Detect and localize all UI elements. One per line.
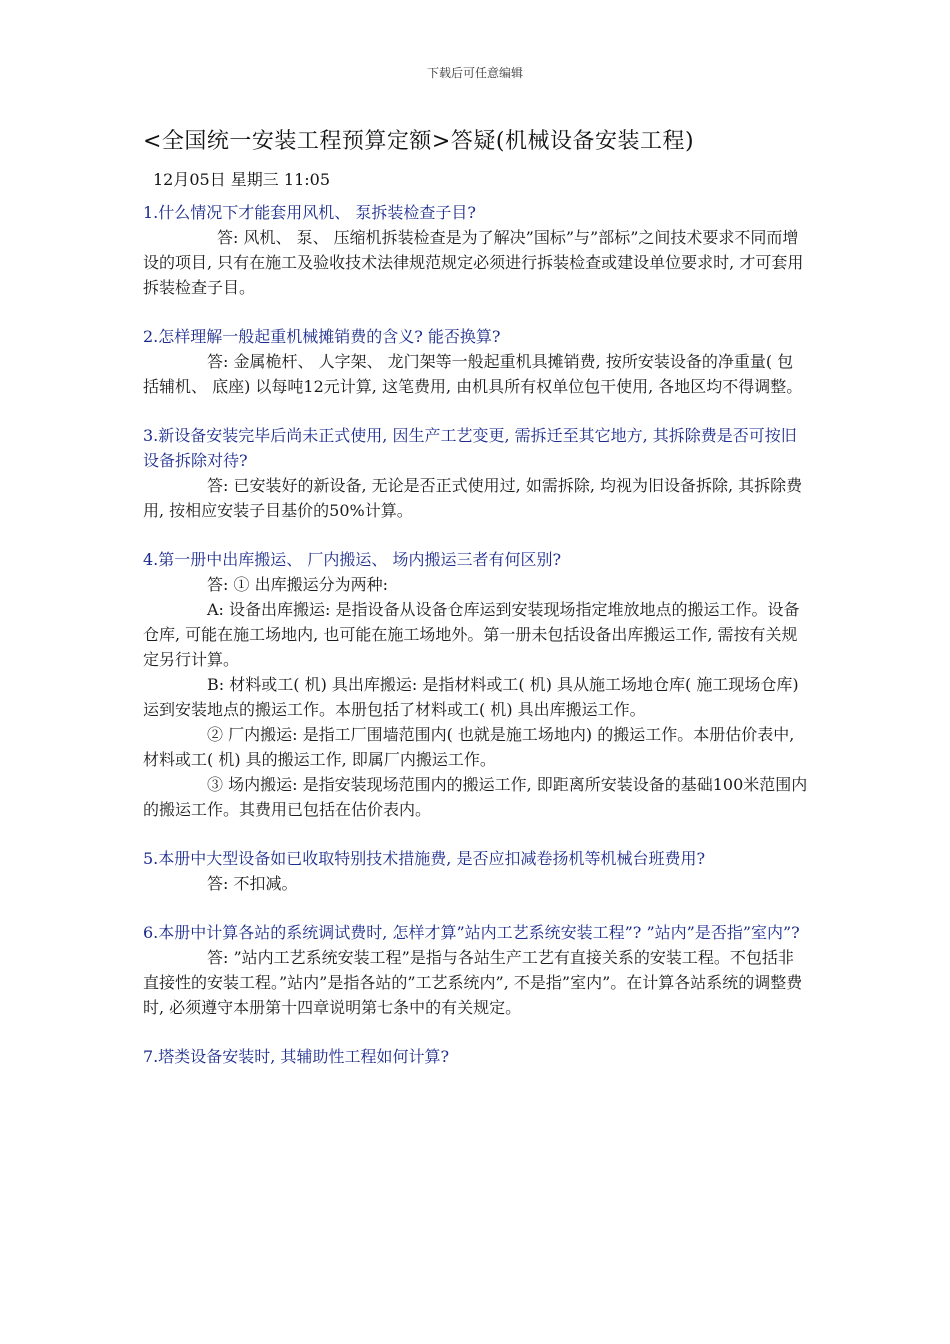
answer: 答: ”站内工艺系统安装工程”是指与各站生产工艺有直接关系的安装工程。不包括非直接性的安装工程。”站内”是指各站的”工艺系统内”, 不是指”室内”。在计算各站系统的调整费时, 必须遵守本册第十四章说明第七条中的有关规定。 [143, 948, 803, 1017]
qa-item-2 [143, 324, 808, 399]
answer: 答: 不扣减。 [207, 874, 298, 893]
question: 1.什么情况下才能套用风机、 泵拆装检查子目? [143, 203, 476, 222]
qa-list [143, 200, 808, 1093]
post-date: 12月05日 星期三 11:05 [153, 170, 331, 189]
answer-line: 答: ① 出库搬运分为两种: [207, 575, 388, 594]
qa-item-6 [143, 920, 808, 1020]
answer-line: B: 材料或工( 机) 具出库搬运: 是指材料或工( 机) 具从施工场地仓库( 施工现场仓库) 运到安装地点的搬运工作。本册包括了材料或工( 机) 具出库搬运工作。 [143, 675, 799, 719]
answer: 答: 已安装好的新设备, 无论是否正式使用过, 如需拆除, 均视为旧设备拆除, 其拆除费用, 按相应安装子目基价的50%计算。 [143, 476, 803, 520]
question: 4.第一册中出库搬运、 厂内搬运、 场内搬运三者有何区别? [143, 550, 562, 569]
question: 6.本册中计算各站的系统调试费时, 怎样才算”站内工艺系统安装工程”? ”站内”是否指”室内”? [143, 923, 800, 942]
qa-item-3 [143, 423, 808, 523]
document-title: <全国统一安装工程预算定额>答疑(机械设备安装工程) [143, 129, 695, 154]
question: 2.怎样理解一般起重机械摊销费的含义? 能否换算? [143, 327, 501, 346]
answer-line: ③ 场内搬运: 是指安装现场范围内的搬运工作, 即距离所安装设备的基础100米范围内的搬运工作。其费用已包括在估价表内。 [143, 775, 808, 819]
qa-item-1 [143, 200, 808, 300]
qa-item-7 [143, 1044, 808, 1069]
question: 7.塔类设备安装时, 其辅助性工程如何计算? [143, 1047, 450, 1066]
answer: 答: 金属桅杆、 人字架、 龙门架等一般起重机具摊销费, 按所安装设备的净重量( 包括辅机、 底座) 以每吨12元计算, 这笔费用, 由机具所有权单位包干使用, 各地区均不得调整。 [143, 352, 803, 396]
answer: 答: 风机、 泵、 压缩机拆装检查是为了解决”国标”与”部标”之间技术要求不同而增设的项目, 只有在施工及验收技术法律规范规定必须进行拆装检查或建设单位要求时, 才可套用拆装检查子目。 [143, 228, 804, 297]
qa-item-5 [143, 846, 808, 896]
page-header: 下载后可任意编辑 [426, 66, 523, 80]
answer-line: ② 厂内搬运: 是指工厂围墙范围内( 也就是施工场地内) 的搬运工作。本册估价表中, 材料或工( 机) 具的搬运工作, 即属厂内搬运工作。 [143, 725, 795, 769]
question: 5.本册中大型设备如已收取特别技术措施费, 是否应扣减卷扬机等机械台班费用? [143, 849, 706, 868]
qa-item-4 [143, 547, 808, 822]
question: 3.新设备安装完毕后尚未正式使用, 因生产工艺变更, 需拆迁至其它地方, 其拆除费是否可按旧设备拆除对待? [143, 426, 797, 470]
answer-line: A: 设备出库搬运: 是指设备从设备仓库运到安装现场指定堆放地点的搬运工作。设备仓库, 可能在施工场地内, 也可能在施工场地外。第一册未包括设备出库搬运工作, 需按有关规定另行计算。 [143, 600, 800, 669]
